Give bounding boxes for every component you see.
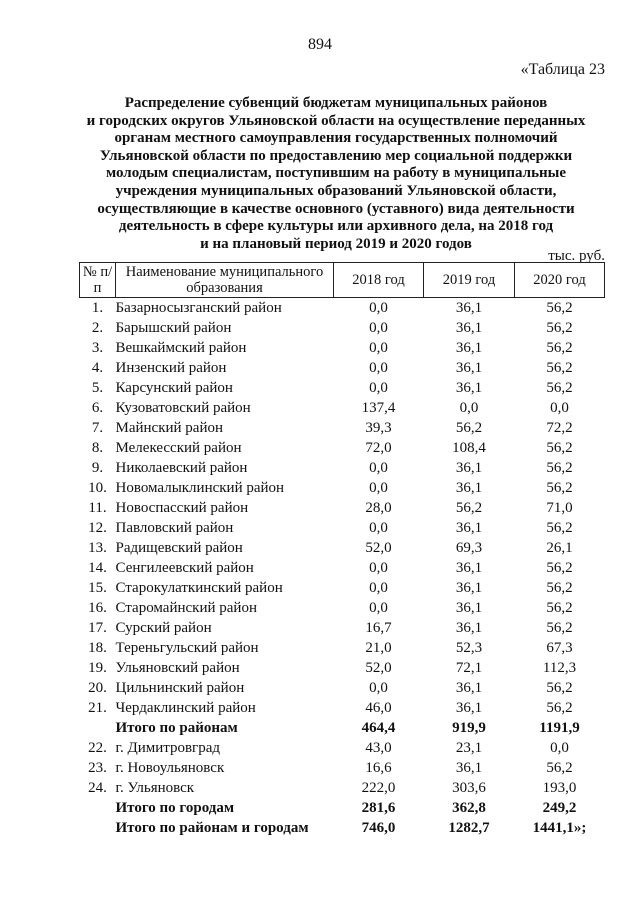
row-number [80,798,116,818]
value-2019: 362,8 [452,799,486,816]
row-name: Итого по городам [115,799,235,816]
row-number: 20. [88,679,107,696]
row-number: 14. [88,559,107,576]
value-2019: 52,3 [455,639,483,656]
row-number: 10. [88,479,107,496]
row-name: Барышский район [115,319,232,336]
row-name: г. Новоульяновск [115,759,225,776]
table-header-row [80,263,605,298]
value-2019: 36,1 [455,479,483,496]
value-2019: 23,1 [455,739,483,756]
table-row [80,318,605,338]
table-row [80,758,605,778]
table-row [80,558,605,578]
table-row [80,358,605,378]
value-2018: 16,6 [365,759,392,776]
table-row [80,618,605,638]
title-line: и городских округов Ульяновской области на осуществление переданных [86,112,586,129]
value-2019: 36,1 [455,459,483,476]
value-2019: 303,6 [452,779,486,796]
value-2018: 72,0 [365,439,392,456]
value-2019: 72,1 [455,659,483,676]
row-number: 13. [88,539,107,556]
table-row [80,778,605,798]
row-name: Чердаклинский район [115,699,256,716]
row-number: 1. [91,299,104,316]
value-2019: 1282,7 [448,819,490,836]
value-2020: 56,2 [546,439,573,456]
table-row [80,698,605,718]
table-row [80,518,605,538]
value-2020: 56,2 [546,599,573,616]
value-2020: 56,2 [546,339,573,356]
row-name: Базарносызганский район [115,299,282,316]
value-2018: 0,0 [369,339,388,356]
value-2020: 56,2 [546,759,573,776]
value-2020: 56,2 [546,379,573,396]
value-2020: 0,0 [550,399,569,416]
row-number: 21. [88,699,107,716]
value-2020: 1441,1»; [532,819,587,836]
value-2018: 464,4 [361,719,396,736]
value-2018: 0,0 [369,479,388,496]
table-row [80,338,605,358]
table-row [80,398,605,418]
value-2020: 56,2 [546,579,573,596]
row-number: 3. [91,339,104,356]
row-number: 17. [88,619,107,636]
row-number: 23. [88,759,107,776]
value-2020: 56,2 [546,519,573,536]
value-2020: 112,3 [542,659,577,676]
total-row [80,798,605,818]
row-name: Мелекесский район [115,439,242,456]
value-2020: 0,0 [550,739,569,756]
value-2019: 36,1 [455,579,483,596]
table-label: «Таблица 23 [520,61,605,78]
row-name: Старокулаткинский район [115,579,283,596]
document-title [80,95,592,253]
value-2018: 39,3 [365,419,392,436]
row-number: 5. [91,379,104,396]
title-line: органам местного самоуправления государственных полномочий [114,130,558,147]
value-2020: 56,2 [546,299,573,316]
value-2019: 69,3 [455,539,483,556]
value-2018: 0,0 [369,679,388,696]
header-2019: 2019 год [424,263,515,298]
row-name: Вешкаймский район [115,339,247,356]
row-number: 15. [88,579,107,596]
table-row [80,538,605,558]
table-row [80,438,605,458]
value-2018: 28,0 [365,499,392,516]
header-name: Наименование муниципального образования [116,263,334,298]
row-number: 9. [91,459,104,476]
value-2020: 56,2 [546,459,573,476]
value-2020: 56,2 [546,559,573,576]
row-name: Цильнинский район [115,679,245,696]
row-number: 4. [91,359,104,376]
value-2020: 1191,9 [539,719,580,736]
table-row [80,638,605,658]
title-line: молодым специалистам, поступившим на работу в муниципальные [105,165,567,182]
header-2020: 2020 год [515,263,605,298]
value-2019: 36,1 [455,679,483,696]
value-2018: 52,0 [365,539,392,556]
value-2019: 36,1 [455,359,483,376]
row-name: Итого по районам и городам [115,819,309,836]
value-2018: 281,6 [361,799,396,816]
header-num: № п/п [80,263,116,298]
row-name: Итого по районам [115,719,238,736]
value-2019: 36,1 [455,319,483,336]
value-2019: 56,2 [455,419,483,436]
row-number: 6. [91,399,104,416]
value-2019: 36,1 [455,759,483,776]
value-2020: 193,0 [542,779,577,796]
value-2018: 0,0 [369,359,388,376]
row-name: Инзенский район [115,359,227,376]
value-2018: 0,0 [369,299,388,316]
row-name: Майнский район [115,419,224,436]
value-2020: 72,2 [546,419,573,436]
row-name: Новоспасский район [115,499,249,516]
header-2018: 2018 год [334,263,424,298]
units-label: тыс. руб. [548,248,605,264]
value-2020: 56,2 [546,679,573,696]
table-row [80,738,605,758]
row-name: Радищевский район [115,539,243,556]
title-line: и на плановый период 2019 и 2020 годов [200,235,472,252]
value-2018: 0,0 [369,579,388,596]
value-2019: 36,1 [455,299,483,316]
value-2018: 0,0 [369,599,388,616]
value-2018: 137,4 [361,399,396,416]
value-2018: 21,0 [365,639,392,656]
table-row [80,418,605,438]
row-number: 16. [88,599,107,616]
value-2020: 56,2 [546,619,573,636]
value-2020: 56,2 [546,319,573,336]
row-name: г. Димитровград [115,739,221,756]
row-number: 2. [91,319,104,336]
value-2019: 36,1 [455,519,483,536]
value-2019: 36,1 [455,379,483,396]
row-name: Павловский район [115,519,234,536]
table-row [80,678,605,698]
value-2019: 56,2 [455,499,483,516]
value-2020: 249,2 [542,799,577,816]
row-number: 22. [88,739,107,756]
row-number: 12. [88,519,107,536]
title-line: Распределение субвенций бюджетам муниципальных районов [124,95,548,111]
row-name: г. Ульяновск [115,779,195,796]
row-number [80,818,116,838]
title-line: Ульяновской области по предоставлению мер социальной поддержки [99,147,573,164]
row-name: Карсунский район [115,379,233,396]
row-name: Новомалыклинский район [115,479,285,496]
value-2018: 0,0 [369,379,388,396]
value-2020: 56,2 [546,699,573,716]
row-number: 11. [88,499,107,516]
title-line: учреждения муниципальных образований Ульяновской области, [115,182,557,199]
value-2018: 746,0 [361,819,396,836]
row-name: Кузоватовский район [115,399,251,416]
value-2019: 36,1 [455,599,483,616]
value-2018: 16,7 [365,619,392,636]
table-row [80,298,605,319]
row-number [80,718,116,738]
value-2019: 36,1 [455,699,483,716]
table-row [80,378,605,398]
row-name: Старомайнский район [115,599,257,616]
row-name: Сурский район [115,619,212,636]
row-number: 18. [88,639,107,656]
row-number: 8. [91,439,104,456]
row-name: Николаевский район [115,459,248,476]
total-row [80,818,605,838]
value-2018: 43,0 [365,739,392,756]
value-2019: 36,1 [455,559,483,576]
table-row [80,498,605,518]
row-name: Сенгилеевский район [115,559,254,576]
row-number: 7. [91,419,104,436]
value-2020: 67,3 [546,639,573,656]
subvention-table [79,262,605,838]
value-2020: 71,0 [546,499,573,516]
table-row [80,658,605,678]
value-2019: 36,1 [455,619,483,636]
value-2018: 0,0 [369,559,388,576]
value-2020: 26,1 [546,539,573,556]
value-2018: 0,0 [369,319,388,336]
value-2020: 56,2 [546,479,573,496]
page-number: 894 [308,36,332,53]
value-2018: 0,0 [369,459,388,476]
title-line: деятельность в сфере культуры или архивного дела, на 2018 год [118,218,554,235]
title-line: осуществляющие в качестве основного (уставного) вида деятельности [97,200,575,217]
value-2018: 0,0 [369,519,388,536]
table-row [80,478,605,498]
table-row [80,458,605,478]
row-number: 19. [88,659,107,676]
value-2018: 46,0 [365,699,392,716]
row-name: Ульяновский район [115,659,240,676]
value-2019: 36,1 [455,339,483,356]
value-2019: 108,4 [452,439,486,456]
value-2018: 52,0 [365,659,392,676]
value-2020: 56,2 [546,359,573,376]
total-row [80,718,605,738]
table-row [80,598,605,618]
value-2019: 0,0 [459,399,479,416]
row-name: Тереньгульский район [115,639,259,656]
value-2019: 919,9 [452,719,486,736]
row-number: 24. [88,779,107,796]
value-2018: 222,0 [361,779,396,796]
table-row [80,578,605,598]
